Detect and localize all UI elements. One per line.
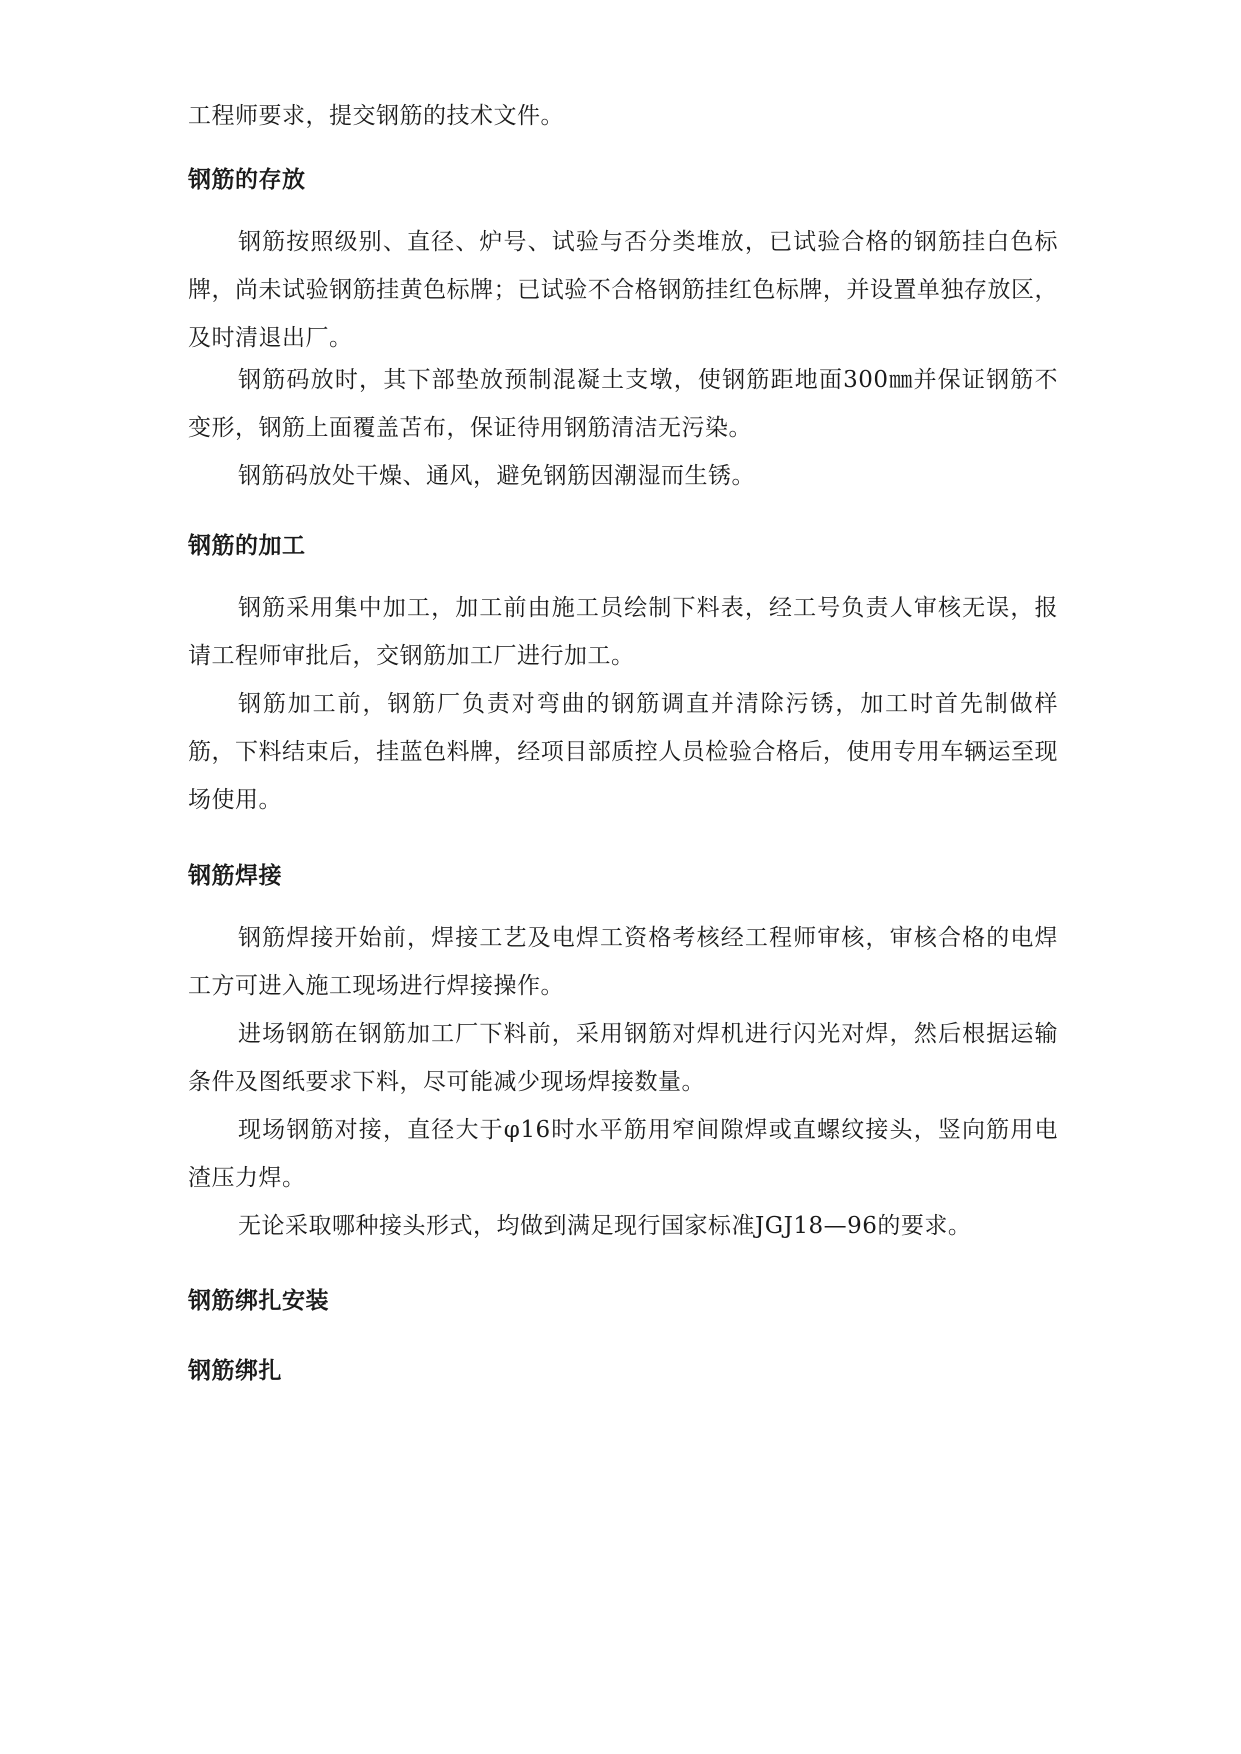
section-heading-binding-install: 钢筋绑扎安装 bbox=[188, 1288, 329, 1314]
storage-paragraph-2: 钢筋码放时，其下部垫放预制混凝土支墩，使钢筋距地面300㎜并保证钢筋不变形，钢筋上面覆盖苫布，保证待用钢筋清洁无污染。 bbox=[188, 367, 1058, 441]
welding-paragraph-2: 进场钢筋在钢筋加工厂下料前，采用钢筋对焊机进行闪光对焊，然后根据运输条件及图纸要求下料，尽可能减少现场焊接数量。 bbox=[188, 1021, 1058, 1095]
storage-paragraph-1: 钢筋按照级别、直径、炉号、试验与否分类堆放，已试验合格的钢筋挂白色标牌，尚未试验钢筋挂黄色标牌；已试验不合格钢筋挂红色标牌，并设置单独存放区，及时清退出厂。 bbox=[188, 229, 1058, 351]
section-heading-welding: 钢筋焊接 bbox=[188, 863, 282, 889]
welding-paragraph-4: 无论采取哪种接头形式，均做到满足现行国家标准JGJ18—96的要求。 bbox=[238, 1213, 972, 1239]
storage-paragraph-3: 钢筋码放处干燥、通风，避免钢筋因潮湿而生锈。 bbox=[238, 463, 755, 489]
section-heading-storage: 钢筋的存放 bbox=[188, 167, 306, 193]
welding-paragraph-1: 钢筋焊接开始前，焊接工艺及电焊工资格考核经工程师审核，审核合格的电焊工方可进入施工现场进行焊接操作。 bbox=[188, 925, 1058, 999]
intro-paragraph: 工程师要求，提交钢筋的技术文件。 bbox=[188, 103, 564, 129]
section-heading-binding: 钢筋绑扎 bbox=[188, 1358, 282, 1384]
welding-paragraph-3: 现场钢筋对接，直径大于φ16时水平筋用窄间隙焊或直螺纹接头，竖向筋用电渣压力焊。 bbox=[188, 1117, 1058, 1191]
section-heading-processing: 钢筋的加工 bbox=[188, 533, 306, 559]
processing-paragraph-1: 钢筋采用集中加工，加工前由施工员绘制下料表，经工号负责人审核无误，报请工程师审批后，交钢筋加工厂进行加工。 bbox=[188, 595, 1058, 669]
processing-paragraph-2: 钢筋加工前，钢筋厂负责对弯曲的钢筋调直并清除污锈，加工时首先制做样筋，下料结束后，挂蓝色料牌，经项目部质控人员检验合格后，使用专用车辆运至现场使用。 bbox=[188, 691, 1058, 813]
